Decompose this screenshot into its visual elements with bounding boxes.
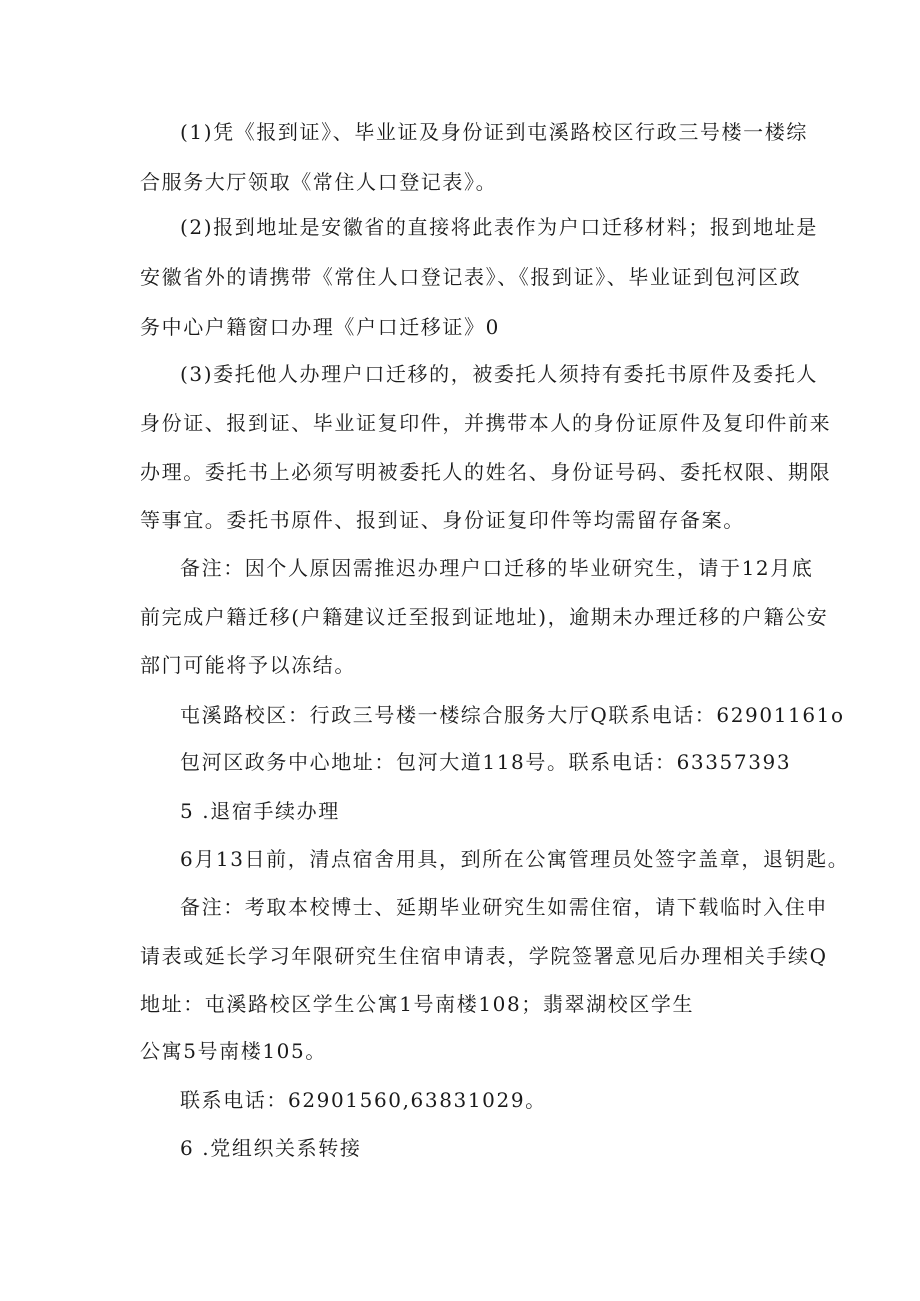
paragraph-1-line-2: 合服务大厅领取《常住人口登记表》。 [140,170,498,194]
note-2-line-4: 公寓5号南楼105。 [140,1039,327,1063]
note-2-line-2: 请表或延长学习年限研究生住宿申请表，学院签署意见后办理相关手续Q [140,944,828,968]
section-heading-5: 5 .退宿手续办理 [180,799,340,823]
note-1-line-2: 前完成户籍迁移(户籍建议迁至报到证地址)，逾期未办理迁移的户籍公安 [140,605,829,629]
section-heading-6: 6 .党组织关系转接 [180,1136,362,1160]
paragraph-2-line-3: 务中心户籍窗口办理《户口迁移证》0 [140,315,500,339]
checkout-instruction: 6月13日前，清点宿舍用具，到所在公寓管理员处签字盖章，退钥匙。 [180,847,850,871]
note-1-line-1: 备注：因个人原因需推迟办理户口迁移的毕业研究生，请于12月底 [180,556,814,580]
paragraph-3-line-2: 身份证、报到证、毕业证复印件，并携带本人的身份证原件及复印件前来 [140,411,832,435]
contact-baohe: 包河区政务中心地址：包河大道118号。联系电话：63357393 [180,750,792,774]
paragraph-3-line-4: 等事宜。委托书原件、报到证、身份证复印件等均需留存备案。 [140,508,745,532]
paragraph-2-line-2: 安徽省外的请携带《常住人口登记表》、《报到证》、毕业证到包河区政 [140,265,802,289]
note-2-line-3: 地址：屯溪路校区学生公寓1号南楼108；翡翠湖校区学生 [140,992,695,1016]
paragraph-3-line-3: 办理。委托书上必须写明被委托人的姓名、身份证号码、委托权限、期限 [140,460,832,484]
paragraph-3-line-1: (3)委托他人办理户口迁移的，被委托人须持有委托书原件及委托人 [180,362,818,386]
contact-phones: 联系电话：62901560,63831029。 [180,1088,547,1112]
contact-tunxi: 屯溪路校区：行政三号楼一楼综合服务大厅Q联系电话：62901161o [180,703,845,727]
paragraph-1-line-1: (1)凭《报到证》、毕业证及身份证到屯溪路校区行政三号楼一楼综 [180,120,808,144]
paragraph-2-line-1: (2)报到地址是安徽省的直接将此表作为户口迁移材料；报到地址是 [180,215,818,239]
note-2-line-1: 备注：考取本校博士、延期毕业研究生如需住宿，请下载临时入住申 [180,895,828,919]
note-1-line-3: 部门可能将予以冻结。 [140,653,356,677]
